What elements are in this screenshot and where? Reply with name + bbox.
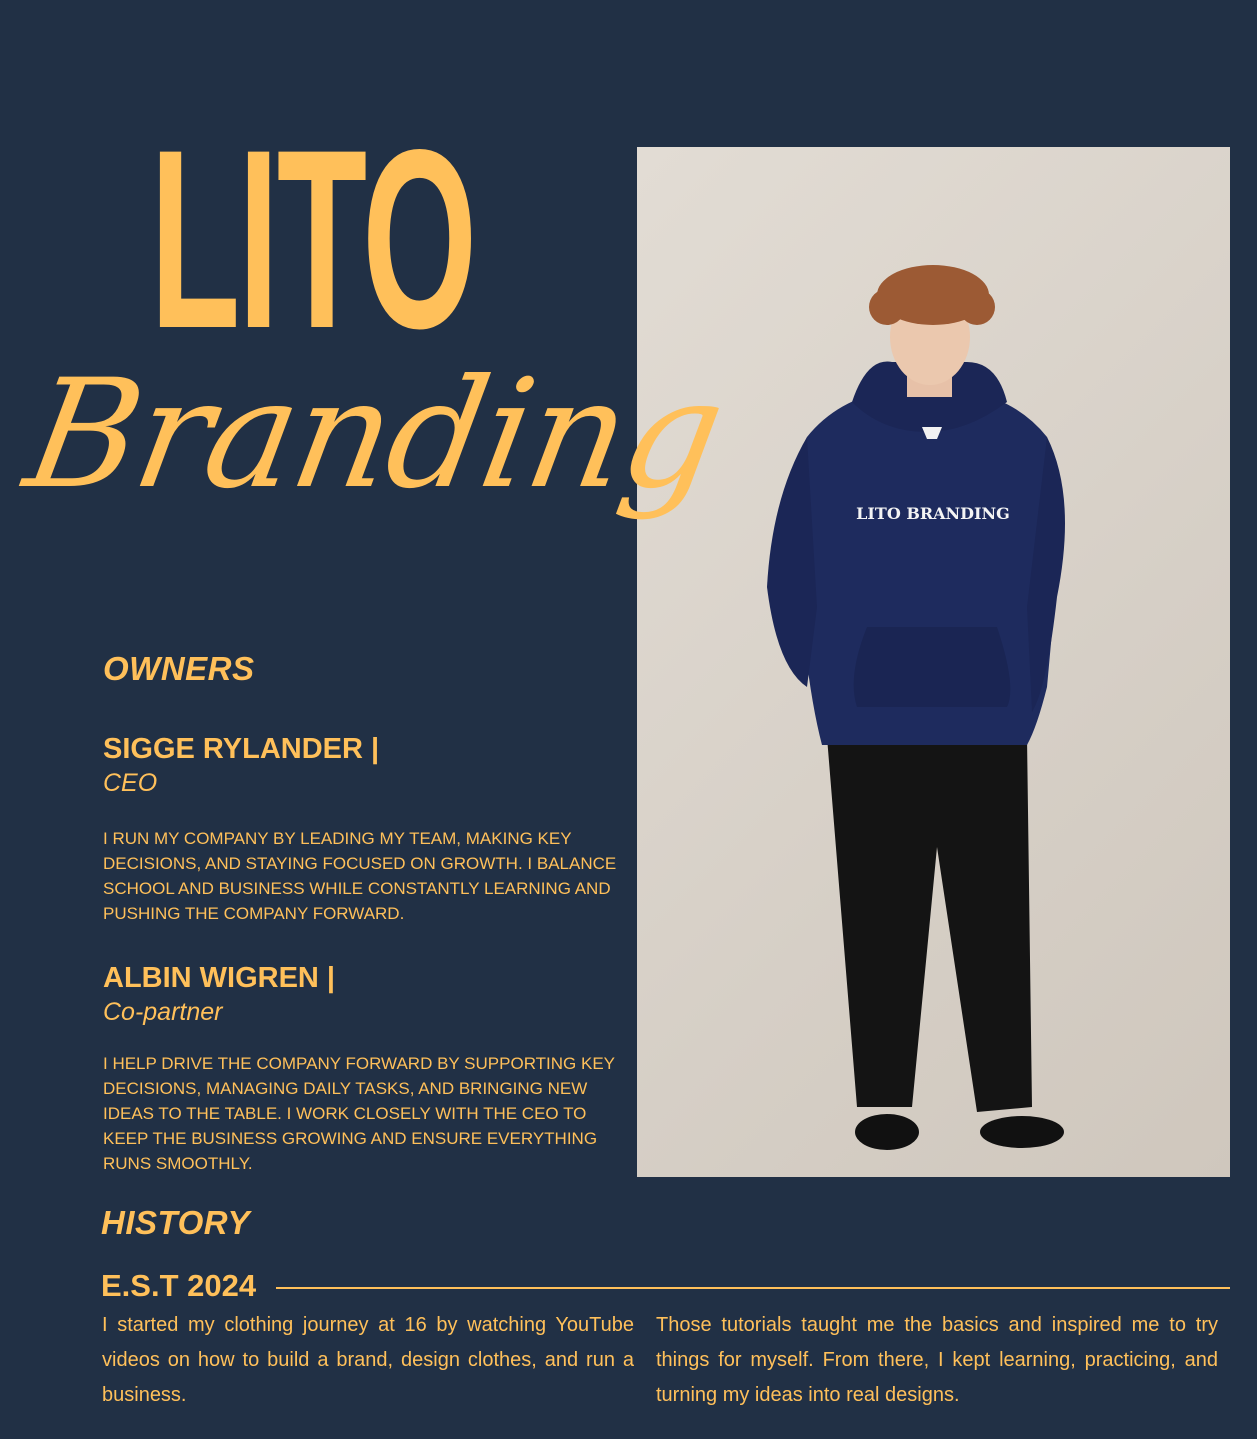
owner-role-sigge: CEO	[103, 769, 158, 797]
owner-name-sigge: SIGGE RYLANDER |	[103, 733, 380, 765]
owners-heading: OWNERS	[103, 650, 255, 687]
owner-description-albin: I HELP DRIVE THE COMPANY FORWARD BY SUPPORTING KEY DECISIONS, MANAGING DAILY TASKS, AND BRINGING NEW IDEAS TO THE TABLE. I WORK CLOSELY WITH THE CEO TO KEEP THE BUSINESS GROWING AND ENSURE EVERYTHING RUNS SMOOTHLY.	[103, 1054, 615, 1173]
owner-role-albin: Co-partner	[103, 998, 223, 1026]
model-photo	[637, 147, 1230, 1177]
brand-title-branding: Branding	[14, 348, 734, 522]
divider-line	[276, 1287, 1230, 1289]
history-paragraph-right: Those tutorials taught me the basics and inspired me to try things for myself. From there, I kept learning, practicing, and turning my ideas into real designs.	[656, 1314, 1218, 1406]
history-paragraph-left: I started my clothing journey at 16 by watching YouTube videos on how to build a brand, design clothes, and run a business.	[102, 1314, 634, 1406]
owner-description-sigge: I RUN MY COMPANY BY LEADING MY TEAM, MAKING KEY DECISIONS, AND STAYING FOCUSED ON GROWTH. I BALANCE SCHOOL AND BUSINESS WHILE CONSTANTLY LEARNING AND PUSHING THE COMPANY FORWARD.	[103, 829, 617, 923]
hoodie-print: LITO BRANDING	[856, 504, 1010, 523]
model-illustration	[637, 147, 1230, 1177]
brand-title-lito: LITO	[150, 97, 475, 382]
established-label: E.S.T 2024	[101, 1268, 257, 1303]
owner-name-albin: ALBIN WIGREN |	[103, 962, 336, 994]
history-heading: HISTORY	[101, 1204, 250, 1241]
